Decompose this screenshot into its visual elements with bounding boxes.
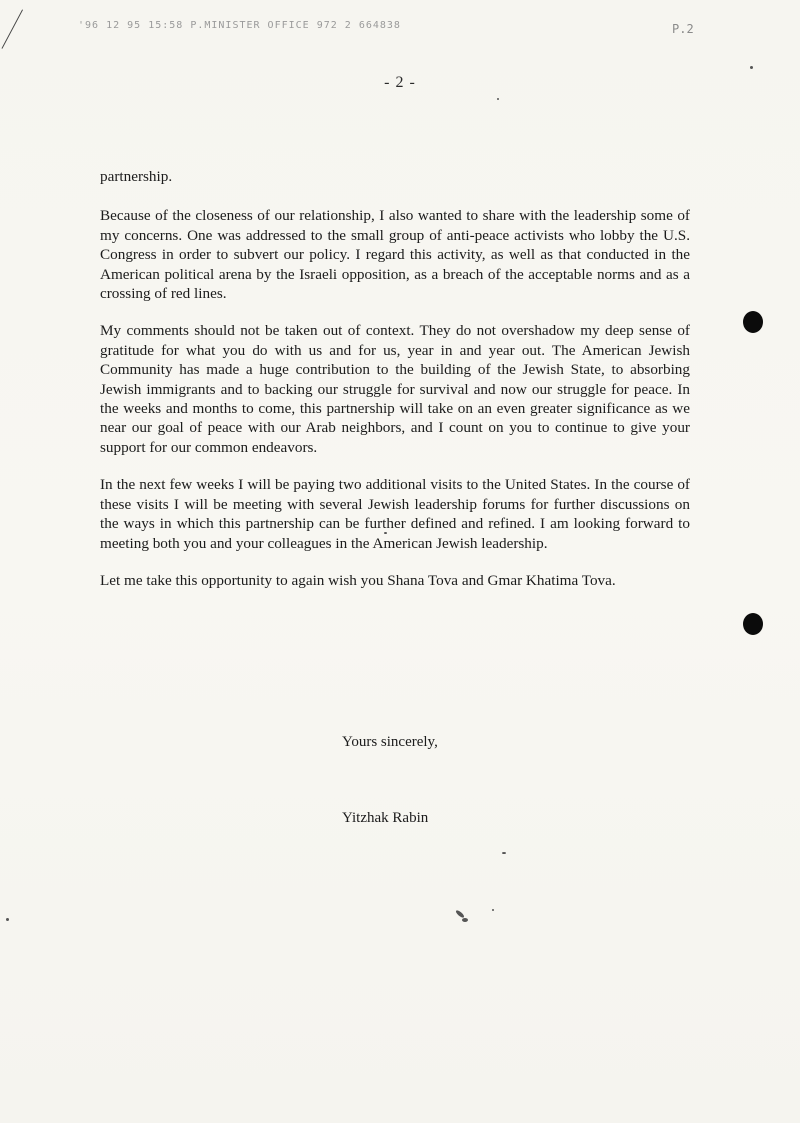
page-number: - 2 - — [384, 74, 416, 91]
paragraph-greetings: Let me take this opportunity to again wish you Shana Tova and Gmar Khatima Tova. — [100, 571, 616, 589]
scan-speck — [497, 98, 499, 100]
paragraph-concerns: Because of the closeness of our relationship, I also wanted to share with the leadership some of my concerns. One was addressed to the small group of anti-peace activists who lobby the U.S. Congress in order to subvert our policy. I regard this activity, as well as that conducted in the American political arena by the Israeli opposition, as a breach of the acceptable norms and as a crossing of red lines. — [100, 207, 690, 303]
scan-speck — [502, 852, 506, 854]
scan-speck — [462, 918, 468, 922]
closing-salutation: Yours sincerely, — [342, 734, 438, 750]
fax-page-label: P.2 — [672, 22, 694, 36]
fax-transmission-header: '96 12 95 15:58 P.MINISTER OFFICE 972 2 664838 — [78, 20, 401, 31]
punch-hole-icon — [743, 311, 763, 333]
signature-name: Yitzhak Rabin — [342, 810, 429, 826]
scan-speck — [6, 918, 9, 921]
paragraph-visits: In the next few weeks I will be paying two additional visits to the United States. In the course of these visits I will be meeting with several Jewish leadership forums for further discussions on the ways in which this partnership can be further defined and refined. I am looking forward to meeting both you and your colleagues in the American Jewish leadership. — [100, 476, 690, 552]
paragraph-continuation: partnership. — [100, 168, 173, 185]
scan-edge-mark — [1, 9, 23, 48]
letter-body — [100, 167, 690, 608]
scan-speck — [384, 532, 387, 534]
punch-hole-icon — [743, 613, 763, 635]
scan-speck — [750, 66, 753, 69]
paragraph-gratitude: My comments should not be taken out of context. They do not overshadow my deep sense of gratitude for what you do with us and for us, year in and year out. The American Jewish Community has made a huge contribution to the building of the Jewish State, to absorbing Jewish immigrants and to backing our struggle for survival and now our struggle for peace. In the weeks and months to come, this partnership will take on an even greater significance as we near our goal of peace with our Arab neighbors, and I count on you to continue to give your support for our common endeavors. — [100, 322, 690, 456]
scan-speck — [492, 909, 494, 911]
